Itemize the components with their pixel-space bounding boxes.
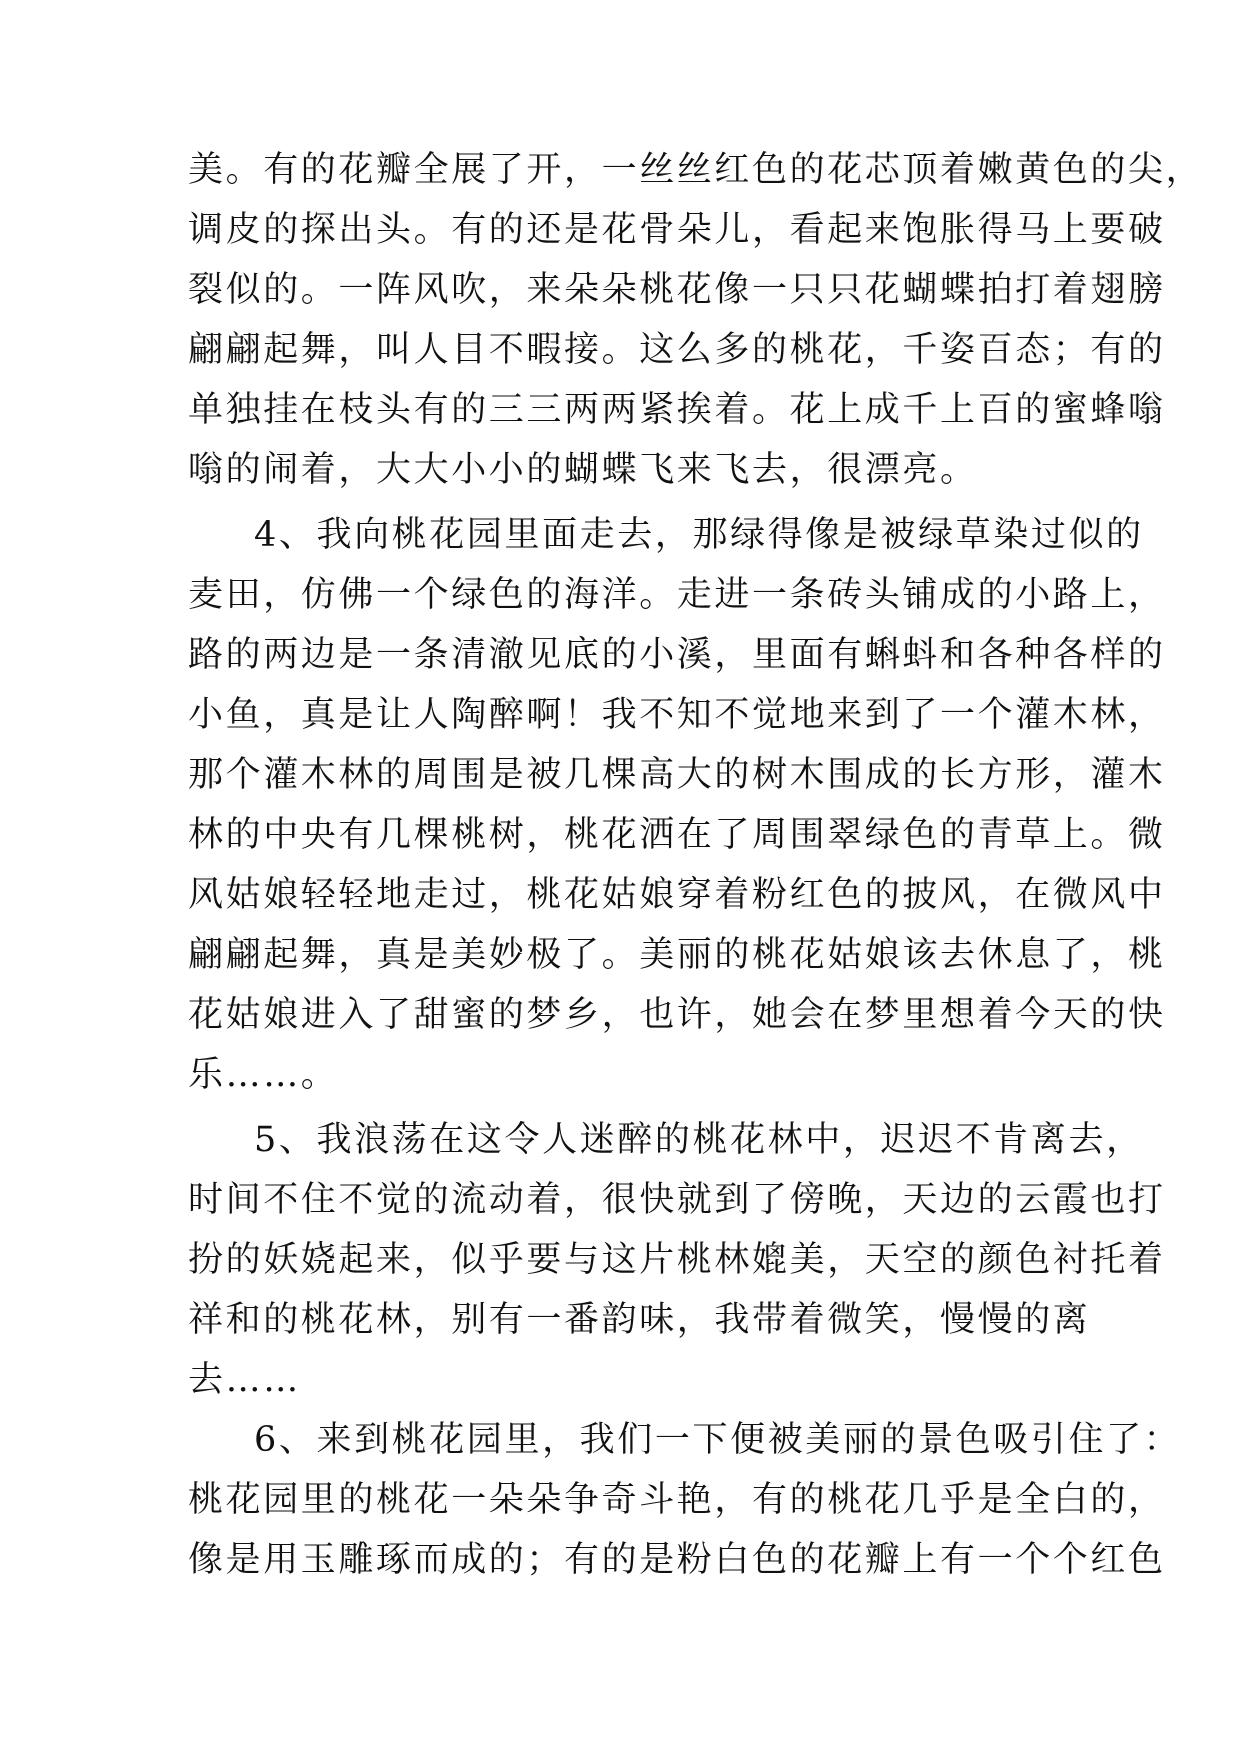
paragraph-6-first-line: 6、来到桃花园里，我们一下便被美丽的景色吸引住了： [254, 1420, 1182, 1460]
text-line: 时间不住不觉的流动着，很快就到了傍晚，天边的云霞也打 [188, 1180, 1166, 1220]
text-line: 美。有的花瓣全展了开，一丝丝红色的花芯顶着嫩黄色的尖， [188, 150, 1204, 190]
text-line: 林的中央有几棵桃树，桃花洒在了周围翠绿色的青草上。微 [188, 815, 1166, 855]
text-line: 单独挂在枝头有的三三两两紧挨着。花上成千上百的蜜蜂嗡 [188, 390, 1166, 430]
text-line: 翩翩起舞，真是美妙极了。美丽的桃花姑娘该去休息了，桃 [188, 935, 1166, 975]
text-line: 桃花园里的桃花一朵朵争奇斗艳，有的桃花几乎是全白的， [188, 1480, 1166, 1520]
text-line: 去…… [188, 1360, 301, 1400]
text-line: 调皮的探出头。有的还是花骨朵儿，看起来饱胀得马上要破 [188, 210, 1166, 250]
text-line: 乐……。 [188, 1055, 339, 1095]
text-line: 风姑娘轻轻地走过，桃花姑娘穿着粉红色的披风，在微风中 [188, 875, 1166, 915]
text-line: 嗡的闹着，大大小小的蝴蝶飞来飞去，很漂亮。 [188, 450, 978, 490]
text-line: 路的两边是一条清澈见底的小溪，里面有蝌蚪和各种各样的 [188, 635, 1166, 675]
text-line: 像是用玉雕琢而成的；有的是粉白色的花瓣上有一个个红色 [188, 1540, 1166, 1580]
text-line: 扮的妖娆起来，似乎要与这片桃林媲美，天空的颜色衬托着 [188, 1240, 1166, 1280]
text-line: 裂似的。一阵风吹，来朵朵桃花像一只只花蝴蝶拍打着翅膀 [188, 270, 1166, 310]
text-line: 麦田，仿佛一个绿色的海洋。走进一条砖头铺成的小路上， [188, 575, 1166, 615]
text-line: 小鱼，真是让人陶醉啊！我不知不觉地来到了一个灌木林， [188, 695, 1166, 735]
text-line: 祥和的桃花林，别有一番韵味，我带着微笑，慢慢的离 [188, 1300, 1091, 1340]
text-line: 花姑娘进入了甜蜜的梦乡，也许，她会在梦里想着今天的快 [188, 995, 1166, 1035]
paragraph-5-first-line: 5、我浪荡在这令人迷醉的桃花林中，迟迟不肯离去， [254, 1120, 1144, 1160]
text-line: 翩翩起舞，叫人目不暇接。这么多的桃花，千姿百态；有的 [188, 330, 1166, 370]
text-line: 那个灌木林的周围是被几棵高大的树木围成的长方形，灌木 [188, 755, 1166, 795]
paragraph-4-first-line: 4、我向桃花园里面走去，那绿得像是被绿草染过似的 [254, 515, 1144, 555]
